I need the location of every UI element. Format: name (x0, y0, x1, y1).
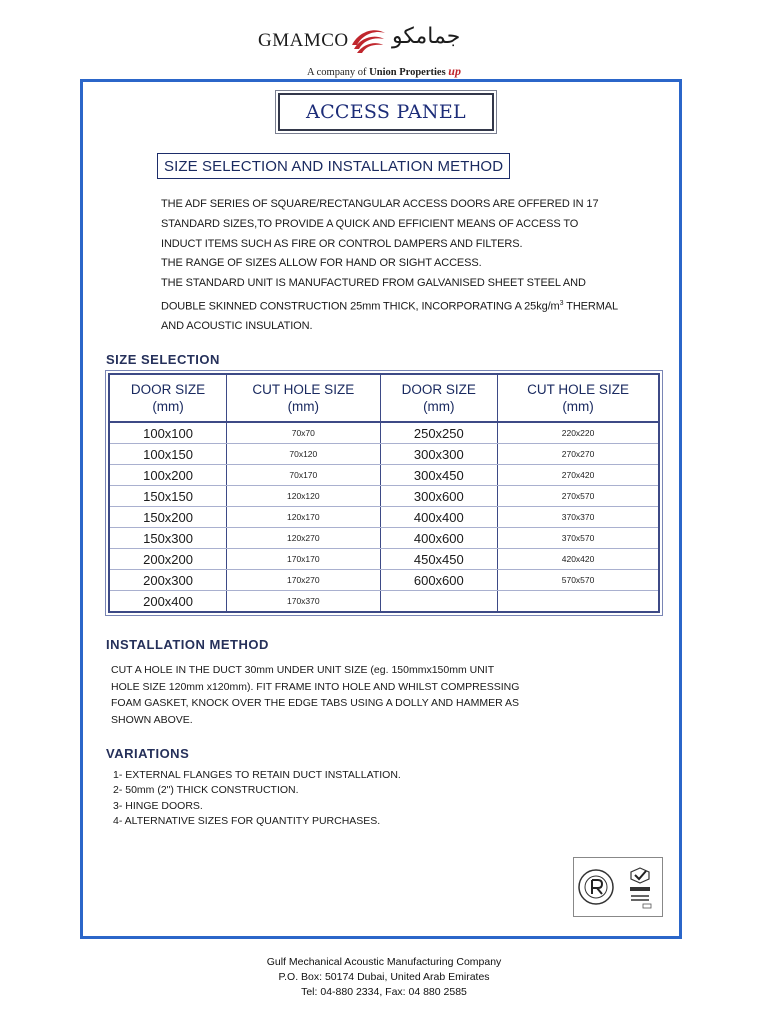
installation-line: HOLE SIZE 120mm x120mm). FIT FRAME INTO HOLE AND WHILST COMPRESSING (111, 680, 520, 693)
door-size-cell: 300x300 (380, 444, 498, 465)
cut-hole-cell: 220x220 (498, 422, 659, 444)
col-header-door-size: DOOR SIZE (mm) (109, 374, 227, 422)
installation-line: CUT A HOLE IN THE DUCT 30mm UNDER UNIT SIZE (eg. 150mmx150mm UNIT (111, 664, 495, 676)
door-size-cell: 200x300 (109, 570, 227, 591)
table-row (109, 507, 659, 528)
footer-po-box: P.O. Box: 50174 Dubai, United Arab Emirates (278, 971, 490, 983)
union-properties-logo-icon: up (448, 64, 461, 78)
size-table (108, 373, 660, 613)
cut-hole-cell: 120x270 (227, 528, 380, 549)
door-size-cell: 200x200 (109, 549, 227, 570)
cut-hole-cell: 270x570 (498, 486, 659, 507)
installation-heading: INSTALLATION METHOD (106, 637, 269, 652)
door-size-cell: 150x200 (109, 507, 227, 528)
table-row (109, 570, 659, 591)
tagline-company: Union Properties (369, 67, 446, 78)
table-header-row (109, 374, 659, 422)
col-header-cut-hole-size: CUT HOLE SIZE (mm) (498, 374, 659, 422)
cut-hole-cell: 70x120 (227, 444, 380, 465)
document-frame (80, 79, 682, 939)
cut-hole-cell: 70x70 (227, 422, 380, 444)
cut-hole-cell: 120x170 (227, 507, 380, 528)
brand-name-arabic: جمامكو (392, 24, 461, 49)
door-size-cell: 100x100 (109, 422, 227, 444)
door-size-cell: 250x250 (380, 422, 498, 444)
subtitle-box (157, 153, 510, 179)
cut-hole-cell: 370x370 (498, 507, 659, 528)
letterhead (0, 22, 768, 82)
door-size-cell: 100x150 (109, 444, 227, 465)
cut-hole-cell (498, 591, 659, 613)
intro-paragraph (161, 195, 631, 337)
list-item: 4- ALTERNATIVE SIZES FOR QUANTITY PURCHASES. (113, 814, 381, 827)
door-size-cell: 450x450 (380, 549, 498, 570)
cut-hole-cell: 70x170 (227, 465, 380, 486)
intro-line: THE STANDARD UNIT IS MANUFACTURED FROM GALVANISED SHEET STEEL AND (161, 277, 586, 290)
list-item: 2- 50mm (2") THICK CONSTRUCTION. (113, 784, 299, 797)
door-size-cell: 150x150 (109, 486, 227, 507)
col-header-cut-hole-size: CUT HOLE SIZE (mm) (227, 374, 380, 422)
cut-hole-cell: 270x420 (498, 465, 659, 486)
tagline (0, 64, 768, 79)
door-size-cell: 600x600 (380, 570, 498, 591)
cut-hole-cell: 170x170 (227, 549, 380, 570)
table-row (109, 528, 659, 549)
door-size-cell: 200x400 (109, 591, 227, 613)
tagline-prefix: A company of (307, 67, 367, 78)
certification-badges (573, 857, 663, 917)
door-size-cell (380, 591, 498, 613)
variations-list (113, 768, 401, 829)
table-row (109, 422, 659, 444)
page-title: ACCESS PANEL (306, 101, 466, 123)
intro-line-text: DOUBLE SKINNED CONSTRUCTION 25mm THICK, INCORPORATING A 25kg/m (161, 300, 560, 313)
col-header-door-size: DOOR SIZE (mm) (380, 374, 498, 422)
intro-line: THE ADF SERIES OF SQUARE/RECTANGULAR ACCESS DOORS ARE OFFERED IN 17 (161, 198, 599, 210)
door-size-cell: 100x200 (109, 465, 227, 486)
intro-line: INDUCT ITEMS SUCH AS FIRE OR CONTROL DAMPERS AND FILTERS. (161, 237, 523, 250)
intro-line (161, 294, 631, 317)
iso-certification-seal-icon (577, 864, 615, 910)
door-size-cell: 400x600 (380, 528, 498, 549)
cut-hole-cell: 120x120 (227, 486, 380, 507)
gmamco-swirl-logo-icon (349, 25, 387, 55)
title-box (278, 93, 494, 131)
intro-line-text: THERMAL (563, 300, 619, 313)
footer-phone: Tel: 04-880 2334, Fax: 04 880 2585 (301, 986, 467, 998)
table-row (109, 549, 659, 570)
door-size-cell: 300x600 (380, 486, 498, 507)
cut-hole-cell: 420x420 (498, 549, 659, 570)
list-item: 3- HINGE DOORS. (113, 799, 203, 812)
cut-hole-cell: 570x570 (498, 570, 659, 591)
cut-hole-cell: 270x270 (498, 444, 659, 465)
intro-line: AND ACOUSTIC INSULATION. (161, 320, 313, 333)
brand-name-latin: GMAMCO (258, 30, 349, 51)
installation-line: SHOWN ABOVE. (111, 713, 193, 726)
door-size-cell: 300x450 (380, 465, 498, 486)
cut-hole-cell: 370x570 (498, 528, 659, 549)
ukas-quality-management-icon (621, 864, 659, 910)
table-row (109, 486, 659, 507)
installation-text (111, 662, 531, 728)
footer-address (0, 955, 768, 1000)
installation-line: FOAM GASKET, KNOCK OVER THE EDGE TABS USING A DOLLY AND HAMMER AS (111, 697, 520, 710)
superscript: 3 (559, 299, 564, 307)
list-item: 1- EXTERNAL FLANGES TO RETAIN DUCT INSTALLATION. (113, 769, 401, 781)
intro-line: THE RANGE OF SIZES ALLOW FOR HAND OR SIGHT ACCESS. (161, 257, 482, 270)
intro-line: STANDARD SIZES,TO PROVIDE A QUICK AND EFFICIENT MEANS OF ACCESS TO (161, 217, 579, 230)
size-selection-heading: SIZE SELECTION (106, 352, 220, 367)
cut-hole-cell: 170x270 (227, 570, 380, 591)
table-row (109, 444, 659, 465)
door-size-cell: 150x300 (109, 528, 227, 549)
table-row (109, 591, 659, 613)
cut-hole-cell: 170x370 (227, 591, 380, 613)
page-subtitle: SIZE SELECTION AND INSTALLATION METHOD (164, 157, 504, 175)
variations-heading: VARIATIONS (106, 746, 190, 761)
table-row (109, 465, 659, 486)
footer-company: Gulf Mechanical Acoustic Manufacturing Company (266, 956, 502, 968)
door-size-cell: 400x400 (380, 507, 498, 528)
